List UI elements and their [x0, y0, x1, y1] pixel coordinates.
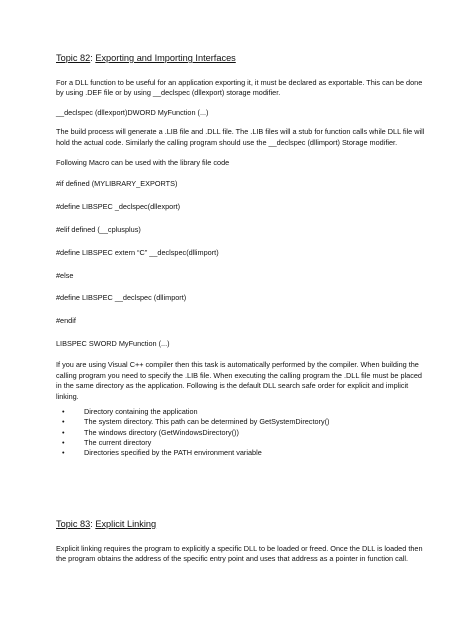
paragraph-explicit-linking: Explicit linking requires the program to explicitly a specific DLL to be loaded or freed. Once the DLL is loaded then the program obtains the address of the specific entry point and uses that address as a pointer in function call.: [56, 544, 423, 564]
paragraph-dll-export: For a DLL function to be useful for an application exporting it, it must be declared as exportable. This can be done by using .DEF file or by using __declspec (dllexport) storage modifier.: [56, 78, 423, 98]
code-line: #elif defined (__cplusplus): [56, 225, 141, 235]
bullet-icon: •: [62, 407, 65, 417]
topic-82-heading: [56, 52, 426, 64]
paragraph-visual-cpp: If you are using Visual C++ compiler then this task is automatically performed by the compiler. When building the calling program you need to specify the .LIB file. When executing the calling program the .DLL file must be placed in the same directory as the application. Following is the default DLL search safe order for explicit and implicit linking.: [56, 360, 422, 401]
list-item-text: Directory containing the application: [84, 407, 198, 417]
bullet-icon: •: [62, 417, 65, 427]
topic-83-title: Explicit Linking: [95, 519, 157, 529]
bullet-icon: •: [62, 448, 65, 458]
code-line: #else: [56, 270, 74, 280]
topic-82-separator: :: [90, 53, 96, 63]
code-line: #endif: [56, 316, 76, 326]
list-item: [62, 437, 426, 448]
paragraph-build-process: The build process will generate a .LIB file and .DLL file. The .LIB files will a stub for function calls while DLL file will hold the actual code. Similarly the calling program should use the __declspec (dllimport) Storage modifier.: [56, 127, 425, 147]
bullet-icon: •: [62, 437, 65, 447]
paragraph-macro-intro: Following Macro can be used with the library file code: [56, 158, 230, 168]
topic-83-separator: :: [90, 519, 96, 529]
code-line: #define LIBSPEC _declspec(dllexport): [56, 202, 181, 212]
list-item-text: The current directory: [84, 437, 152, 447]
topic-82-number: Topic 82: [56, 53, 91, 63]
list-item: [62, 448, 426, 458]
bullet-icon: •: [62, 427, 65, 437]
code-line: #define LIBSPEC extern “C” __declspec(dllimport): [56, 247, 219, 257]
list-item-text: The windows directory (GetWindowsDirectory()): [84, 427, 239, 437]
list-item: [62, 407, 426, 417]
dll-search-order-list: [56, 407, 426, 458]
document-page: [56, 52, 426, 459]
code-line: #if defined (MYLIBRARY_EXPORTS): [56, 179, 178, 189]
list-item-text: Directories specified by the PATH environment variable: [84, 448, 262, 458]
code-line: LIBSPEC SWORD MyFunction (...): [56, 339, 170, 349]
list-item: [62, 427, 426, 438]
code-line: #define LIBSPEC __declspec (dllimport): [56, 293, 187, 303]
topic-83-number: Topic 83: [56, 519, 91, 529]
list-item-text: The system directory. This path can be determined by GetSystemDirectory(): [84, 417, 330, 427]
paragraph-declspec-example: __declspec (dllexport)DWORD MyFunction (...): [56, 107, 209, 117]
list-item: [62, 417, 426, 427]
topic-83-section: [56, 518, 426, 574]
topic-83-heading: [56, 518, 426, 530]
topic-82-title: Exporting and Importing Interfaces: [95, 53, 236, 63]
